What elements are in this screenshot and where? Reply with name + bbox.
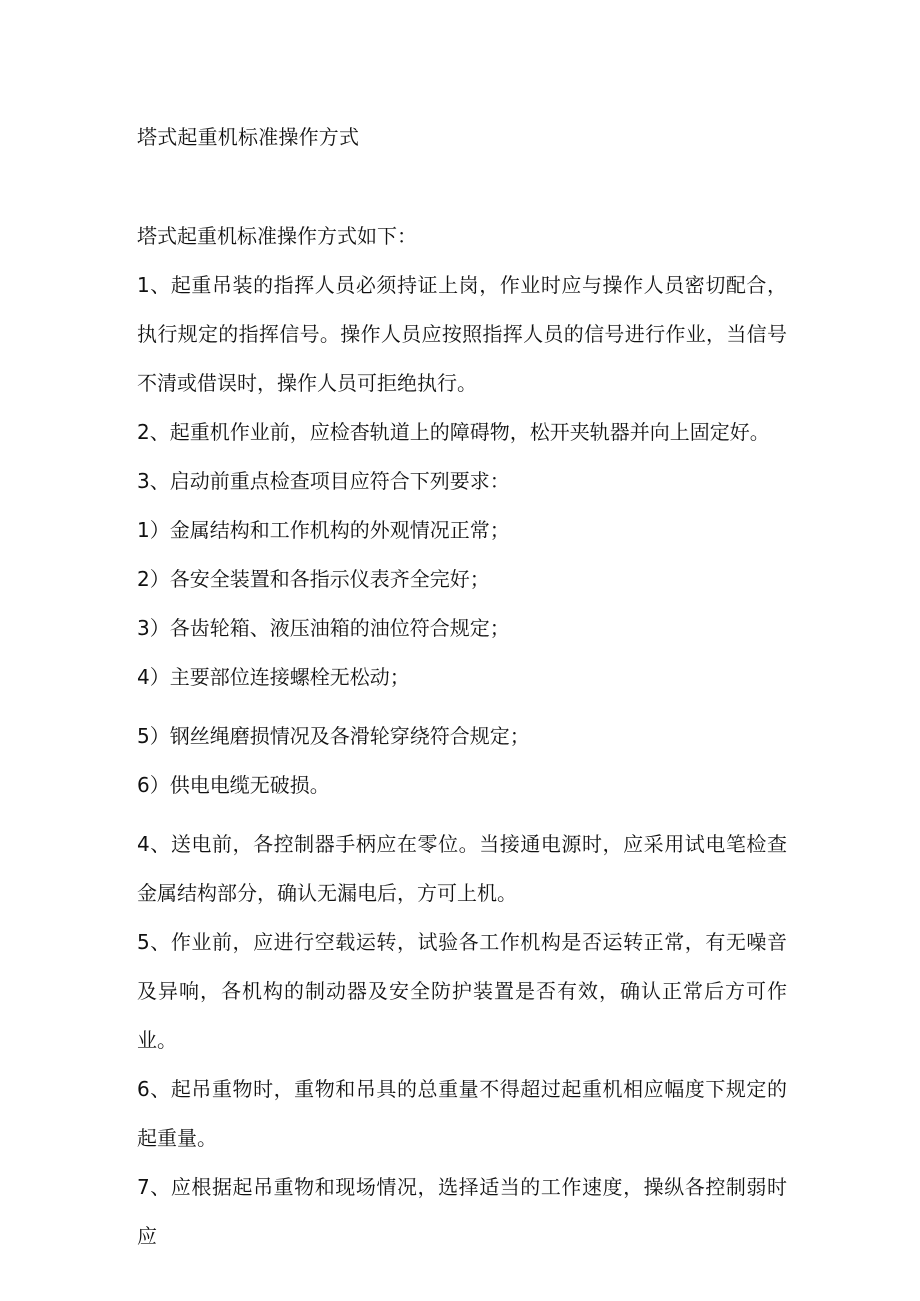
intro-paragraph: 塔式起重机标准操作方式如下： (137, 224, 417, 248)
item-paragraph: 7、应根据起吊重物和现场情况，选择适当的工作速度，操纵各控制弱时应 (137, 1175, 787, 1248)
item-paragraph: 6、起吊重物时，重物和吊具的总重量不得超过起重机相应幅度下规定的起重量。 (137, 1077, 787, 1150)
document-body (137, 212, 787, 1261)
item-paragraph: 5、作业前，应进行空载运转，试验各工作机构是否运转正常，有无噪音及异响，各机构的制动器及安全防护装置是否有效，确认正常后方可作业。 (137, 930, 787, 1052)
document-title: 塔式起重机标准操作方式 (137, 125, 360, 149)
spacing (137, 702, 787, 712)
sub-item-paragraph: 1）金属结构和工作机构的外观情况正常； (137, 518, 510, 542)
item-paragraph: 3、启动前重点检查项目应符合下列要求： (137, 469, 510, 493)
item-paragraph: 1、起重吊装的指挥人员必须持证上岗，作业时应与操作人员密切配合，执行规定的指挥信号。操作人员应按照指挥人员的信号进行作业，当信号不清或借误时，操作人员可拒绝执行。 (137, 273, 787, 395)
sub-item-paragraph: 6）供电电缆无破损。 (137, 773, 330, 797)
sub-item-paragraph: 2）各安全装置和各指示仪表齐全完好； (137, 567, 490, 591)
item-paragraph: 2、起重机作业前，应检杳轨道上的障碍物，松开夹轨器并向上固定好。 (137, 420, 770, 444)
spacing (137, 810, 787, 820)
item-paragraph: 4、送电前，各控制器手柄应在零位。当接通电源时，应采用试电笔检查金属结构部分，确认无漏电后，方可上机。 (137, 832, 787, 905)
sub-item-paragraph: 5）钢丝绳磨损情况及各滑轮穿绕符合规定； (137, 724, 530, 748)
sub-item-paragraph: 4）主要部位连接螺栓无松动； (137, 665, 410, 689)
sub-item-paragraph: 3）各齿轮箱、液压油箱的油位符合规定； (137, 616, 510, 640)
